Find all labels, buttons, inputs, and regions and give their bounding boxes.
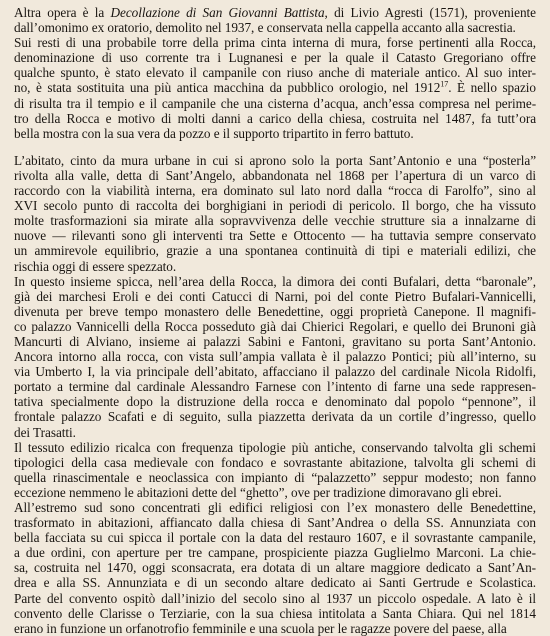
- artwork-title: Decollazione di San Giovanni Battista: [110, 5, 325, 20]
- text-line: [14, 80, 536, 95]
- text-line: [14, 440, 536, 455]
- text-line: [14, 560, 536, 575]
- line-text: divenuta per breve tempo monastero delle Benedettine, oggi proprietà Canepone. Il magnifi-: [14, 303, 537, 319]
- line-text: tativa specialmente dopo la distruzione della rocca e denominato dal popolo “pennone”, il: [14, 394, 537, 410]
- text-line: [14, 153, 536, 168]
- line-text: dall’omonimo ex oratorio, demolito nel 1937, e conservata nella cappella accanto alla sacrestia.: [14, 20, 516, 36]
- line-text: frontale palazzo Scafati e di seguito, sulla piazzetta derivata da un cortile d’ingresso, quello: [14, 409, 536, 425]
- line-text: co palazzo Vannicelli della Rocca posseduto già dai Chierici Regolari, e quello dei Brunoni già: [14, 318, 536, 334]
- line-text: eccezione nemmeno le abitazioni dette del “ghetto”, ove per tradizione dimoravano gli ebrei.: [14, 484, 502, 500]
- line-text: Parte del convento ospitò dall’inizio del secolo sino al 1937 un piccolo ospedale. A lato è il: [14, 590, 536, 606]
- line-text: sa, costruita nel 1470, oggi sconsacrata, era dotata di un altare maggiore dedicato a Sant’An-: [14, 560, 537, 576]
- text-line: [14, 575, 536, 590]
- line-text: molte trasformazioni sia mirate alla sopravvivenza delle vecchie strutture sia a innalzarne di: [14, 213, 537, 229]
- text-line: [14, 274, 536, 289]
- text-line: [14, 243, 536, 258]
- text-line: [14, 530, 536, 545]
- line-text-continued: , di Livio Agresti (1571), proveniente: [324, 5, 536, 20]
- text-line: [14, 20, 536, 35]
- line-text: di risulta tra il tempio e il campanile che una cisterna d’acqua, anch’essa compresa nel perime-: [14, 95, 537, 111]
- text-line: [14, 198, 536, 213]
- line-text: trasformato in abitazioni, affiancato dalla chiesa di Sant’Andrea o della SS. Annunziata con: [14, 515, 536, 531]
- line-text: Sui resti di una probabile torre della prima cinta interna di mura, forse pertinenti alla Rocca,: [14, 35, 537, 51]
- line-text: rischia oggi di essere spezzato.: [14, 258, 177, 274]
- text-line: [14, 168, 536, 183]
- line-text: qualche spunto, è stato elevato il campanile con riuso anche di materiale antico. Al suo inter-: [14, 65, 537, 81]
- line-text: bella facciata su cui spicca il portale con la data del restauro 1607, e il sovrastante campanile,: [14, 530, 536, 546]
- line-text: Ancora intorno alla rocca, con vista sull’ampia vallata è il palazzo Pontici; più all’interno, su: [14, 349, 537, 365]
- text-line: [14, 111, 536, 126]
- line-text: raccordo con la viabilità interna, era dominato sul lato nord dalla “rocca di Farolfo”, sino al: [14, 183, 536, 199]
- text-line: [14, 35, 536, 50]
- line-text: denominazione di uso corrente tra i Lugnanesi e per la quale il Catasto Gregoriano offre: [14, 50, 536, 66]
- text-line: [14, 606, 536, 621]
- text-line: [14, 591, 536, 606]
- line-text: convento delle Clarisse o Terziarie, con la sua chiesa intitolata a Santa Chiara. Qui nel 1814: [14, 605, 536, 621]
- line-text: quella rinascimentale e neoclassica con impianto di “palazzetto” seppur modesto; non fanno: [14, 469, 537, 485]
- line-text: rivolta alla valle, detta di Sant’Angelo, abbandonata nel 1868 per l’apertura di un varco di: [14, 167, 536, 183]
- text-line: [14, 96, 536, 111]
- text-line: [14, 319, 536, 334]
- line-text: via Umberto I, la via principale dell’abitato, affacciano il palazzo del cardinale Nicola Ridolfi,: [14, 364, 536, 380]
- text-line: [14, 50, 536, 65]
- text-line: [14, 213, 536, 228]
- paragraph: [14, 5, 536, 35]
- line-text: bella mostra con la sua vera da pozzo e il supporto tripartito in ferro battuto.: [14, 125, 414, 141]
- line-text: drea e alla SS. Annunziata e di un secondo altare dedicato ai Santi Gertrude e Scolastica.: [14, 575, 537, 591]
- text-line: [14, 126, 536, 141]
- line-text: Altra opera è la: [14, 5, 111, 20]
- text-line: [14, 304, 536, 319]
- line-text: tro della Rocca e motivo di molti danni a carico della chiesa, costruita nel 1487, fa tutt’ora: [14, 110, 537, 126]
- line-text-continued: . È nello spazio: [448, 80, 537, 96]
- line-text: no, è stata sostituita una più antica macchina da pubblico orologio, nel 1912: [14, 80, 441, 96]
- line-text: L’abitato, cinto da mura urbane in cui si aprono solo la porta Sant’Antonio e una “posterla”: [14, 152, 537, 168]
- text-line: [14, 259, 536, 274]
- line-text: erano in funzione un orfanotrofio femminile e una scuola per le ragazze povere del paese, alla: [14, 620, 507, 636]
- text-line: [14, 228, 536, 243]
- text-line: [14, 289, 536, 304]
- text-line: [14, 334, 536, 349]
- text-line: [14, 455, 536, 470]
- text-line: [14, 545, 536, 560]
- text-line: [14, 485, 536, 500]
- text-line: [14, 65, 536, 80]
- text-line: [14, 621, 536, 636]
- text-line: [14, 5, 536, 20]
- text-line: [14, 515, 536, 530]
- line-text: dei Trasatti.: [14, 424, 76, 440]
- line-text: All’estremo sud sono concentrati gli edifici religiosi con l’ex monastero delle Benedettine,: [14, 500, 537, 515]
- paragraph: [14, 500, 536, 636]
- text-line: [14, 470, 536, 485]
- paragraph: [14, 35, 536, 141]
- text-line: [14, 409, 536, 424]
- line-text: Il tessuto edilizio ricalca con frequenza tipologie più antiche, conservando talvolta gli schemi: [14, 439, 536, 455]
- line-text: XVI secolo punto di raccolta dei borghigiani in periodi di pericolo. Il borgo, che ha vissuto: [14, 198, 536, 214]
- line-text: un ammirevole equilibrio, grazie a una spontanea continuità di tipi e materiali edilizi, che: [14, 243, 536, 259]
- line-text: tipologici della casa medievale con fondaco e sovrastante abitazione, talvolta gli schemi di: [14, 454, 536, 470]
- text-line: [14, 349, 536, 364]
- line-text: portato a termine dal cardinale Alessandro Farnese con l’intento di farne una sede rappresen-: [14, 379, 536, 395]
- paragraph: [14, 153, 536, 274]
- paragraph: [14, 440, 536, 500]
- line-text: Mancurti di Alviano, insieme ai palazzi Sabini e Fantoni, gravitano su porta Sant’Antonio.: [14, 333, 537, 349]
- line-text: In questo insieme spicca, nell’area della Rocca, la dimora dei conti Bufalari, detta “baronale”,: [14, 273, 536, 289]
- text-line: [14, 425, 536, 440]
- line-text: nuove — rilevanti sono gli interventi tra Sette e Ottocento — ha tuttavia sempre conservato: [14, 228, 537, 244]
- line-text: a due ordini, con aperture per tre campane, prospiciente piazza Guglielmo Marconi. La chie-: [14, 545, 536, 561]
- text-line: [14, 394, 536, 409]
- paragraph: [14, 274, 536, 440]
- line-text: già dei marchesi Eroli e dei conti Catucci di Narni, poi del conte Pietro Bufalari-Vannicelli,: [14, 288, 536, 304]
- text-line: [14, 500, 536, 515]
- text-line: [14, 183, 536, 198]
- text-line: [14, 379, 536, 394]
- article-body: [14, 5, 536, 636]
- text-line: [14, 364, 536, 379]
- footnote-reference[interactable]: 17: [440, 80, 449, 90]
